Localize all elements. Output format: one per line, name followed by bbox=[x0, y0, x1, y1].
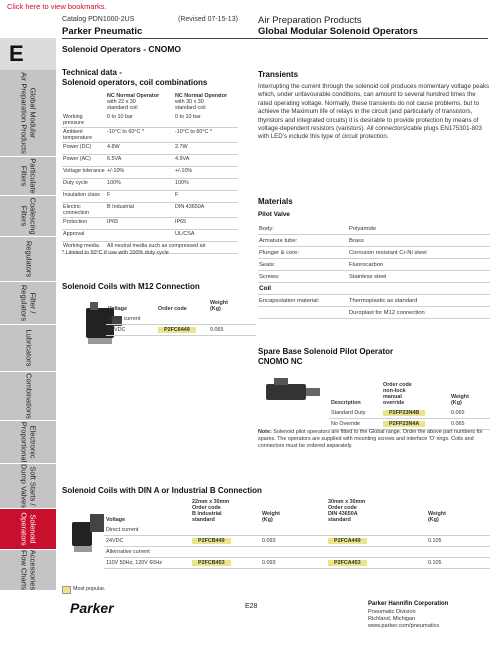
tab-label: Soft Starts / Dump Valves bbox=[20, 464, 38, 509]
spare-h-order: Order code non-lock manual override bbox=[383, 382, 412, 406]
table-row: Working media All neutral media such as compressed air bbox=[62, 242, 238, 254]
table-row: Working pressure 0 to 10 bar 0 to 10 bar bbox=[62, 113, 238, 128]
tab-combinations[interactable] bbox=[0, 372, 56, 421]
city: Richland, Michigan bbox=[368, 616, 416, 622]
tab-regulators[interactable] bbox=[0, 237, 56, 282]
tab-label: Accessories Flow Charts bbox=[20, 550, 38, 591]
tab-label: Coalescing Filters bbox=[20, 197, 38, 235]
materials-table bbox=[258, 223, 490, 319]
table-row: Voltage tolerance +/-10% +/-10% bbox=[62, 167, 238, 179]
tech-header-blank bbox=[62, 93, 106, 113]
din-h-w2: Weight (Kg) bbox=[428, 511, 446, 523]
din-title: Solenoid Coils with DIN A or Industrial B Connection bbox=[62, 486, 262, 495]
spare-title-line1: Spare Base Solenoid Pilot Operator bbox=[258, 347, 394, 356]
tech-header-col2: NC Normal Operator with 30 x 30 standard coil bbox=[175, 93, 228, 111]
m12-h-order: Order code bbox=[158, 306, 187, 312]
table-row: 110V 50Hz, 120V 60Hz P2FCB453 0.093 P2FCA453 0.105 bbox=[104, 558, 490, 569]
table-row: 24VDC P2FCB449 0.093 P2FCA449 0.105 bbox=[104, 536, 490, 547]
page-number: E28 bbox=[245, 603, 258, 610]
m12-table bbox=[106, 300, 256, 336]
tab-label: Electronic Proportional bbox=[20, 421, 38, 463]
din-h-c1: 22mm x 30mm Order code B Industrial standard bbox=[192, 499, 230, 523]
table-row: Alternative current bbox=[104, 547, 490, 558]
m12-h-voltage: Voltage bbox=[108, 306, 128, 312]
table-row: Body: Polyamide bbox=[258, 223, 490, 235]
spare-note: Note: Solenoid pilot operators are fitted to the Global range. Order the above part numbers for spares. The operators are supplied with mounting screws and interface 'O' rings. Coils and connectors must be ordered separately. bbox=[258, 429, 483, 450]
tab-label: Global Modular Air Preparation Products bbox=[20, 72, 38, 154]
spare-table bbox=[329, 382, 490, 430]
m12-title: Solenoid Coils with M12 Connection bbox=[62, 282, 200, 291]
header-rule bbox=[62, 38, 488, 39]
table-row: Standard Duty P2FP23N4B 0.065 bbox=[329, 408, 490, 419]
table-row: Screws: Stainless steel bbox=[258, 271, 490, 283]
parker-logo: Parker bbox=[70, 600, 114, 616]
din-table bbox=[104, 499, 490, 569]
table-row: Seals: Fluorocarbon bbox=[258, 259, 490, 271]
spare-title-line2: CNOMO NC bbox=[258, 357, 303, 366]
company-name: Parker Hannifin Corporation bbox=[368, 601, 449, 607]
tab-lubricators[interactable] bbox=[0, 325, 56, 372]
din-h-c2: 30mm x 30mm Order code DIN 43650A standard bbox=[328, 499, 366, 523]
tech-data-table bbox=[62, 93, 238, 254]
tab-global-modular[interactable] bbox=[0, 70, 56, 157]
section-line1: Air Preparation Products bbox=[258, 15, 362, 26]
table-row: Direct current bbox=[104, 525, 490, 536]
tab-label: Solenoid Operators bbox=[20, 512, 38, 546]
website-link[interactable]: www.parker.com/pneumatics bbox=[368, 623, 440, 629]
tab-particulate-filters[interactable] bbox=[0, 157, 56, 196]
table-row: Plunger & core: Corrosion resistant Cr-Ni steel bbox=[258, 247, 490, 259]
tab-label: Particulate Filters bbox=[20, 158, 38, 194]
table-row: Protection IP65 IP65 bbox=[62, 218, 238, 230]
tab-label: Lubricators bbox=[24, 329, 34, 367]
coil-heading-row: Coil bbox=[258, 283, 490, 295]
table-row: Direct current bbox=[106, 314, 256, 325]
catalog-number: Catalog PDN1000-2US bbox=[62, 16, 135, 23]
section-letter-tab bbox=[0, 38, 56, 70]
tab-solenoid-operators[interactable] bbox=[0, 509, 56, 550]
tab-electronic-proportional[interactable] bbox=[0, 421, 56, 464]
table-row: 24VDC P2FC6449 0.065 bbox=[106, 325, 256, 336]
popular-code: P2FP23N4A bbox=[383, 421, 425, 427]
brand-line: Parker Pneumatic bbox=[62, 26, 143, 37]
table-row: Armature tube: Brass bbox=[258, 235, 490, 247]
table-row: Ambient temperature -10°C to 60°C * -10°C to 60°C * bbox=[62, 128, 238, 143]
popular-swatch-icon bbox=[62, 586, 71, 594]
popular-code: P2FCB449 bbox=[192, 538, 231, 544]
table-row: Duroplast for M12 connection bbox=[258, 307, 490, 319]
tab-coalescing-filters[interactable] bbox=[0, 196, 56, 237]
table-row: Power (AC) 6.5VA 4.9VA bbox=[62, 155, 238, 167]
m12-h-weight: Weight (Kg) bbox=[210, 300, 228, 312]
popular-code: P2FCA449 bbox=[328, 538, 367, 544]
revision-date: (Revised 07-15-13) bbox=[178, 16, 238, 23]
popular-code: P2FCA453 bbox=[328, 560, 367, 566]
table-row: Encapsulation material: Thermoplastic as standard bbox=[258, 295, 490, 307]
tech-footnote: * Limited to 50°C if use with 100% duty cycle bbox=[62, 250, 169, 256]
table-row: Electric connection B Industrial DIN 43650A bbox=[62, 203, 238, 218]
spare-h-desc: Description bbox=[331, 400, 361, 406]
section-letter: E bbox=[9, 41, 24, 66]
tab-label: Filter / Regulators bbox=[20, 284, 38, 322]
spare-h-weight: Weight (Kg) bbox=[451, 394, 469, 406]
tab-filter-regulators[interactable] bbox=[0, 282, 56, 325]
tab-label: Regulators bbox=[24, 240, 34, 278]
table-row: No Override P2FP23N4A 0.065 bbox=[329, 419, 490, 430]
bookmarks-link[interactable]: Click here to view bookmarks. bbox=[7, 2, 107, 11]
tech-title-line1: Technical data - bbox=[62, 68, 122, 77]
tech-header-col1: NC Normal Operator with 22 x 30 standard coil bbox=[107, 93, 160, 111]
table-row: Insulation class F F bbox=[62, 191, 238, 203]
table-row: Duty cycle 100% 100% bbox=[62, 179, 238, 191]
transients-body: Interrupting the current through the solenoid coil produces momentary voltage peaks which, under unfavourable conditions, can amount to several hundred times the rated operating voltage. Normally, these transients do not cause problems, but to achieve the Maximum life of relays in the circuit (and particularly of transistors, thyristors and integrated circuits) it is desirable to provide protection by means of voltage-dependent resistors (varistors). All connectors/cable plugs EN175301-803 with LED's include this type of circuit protection. bbox=[258, 83, 490, 141]
section-line2: Global Modular Solenoid Operators bbox=[258, 26, 418, 37]
table-row: Approval UL/CSA bbox=[62, 230, 238, 242]
materials-title: Materials bbox=[258, 197, 293, 206]
spare-operator-image bbox=[262, 372, 324, 408]
popular-code: P2FC6449 bbox=[158, 327, 196, 333]
popular-code: P2FP23N4B bbox=[383, 410, 425, 416]
division-name: Pneumatic Division bbox=[368, 609, 416, 615]
din-h-voltage: Voltage bbox=[106, 517, 126, 523]
tab-accessories-flow-charts[interactable] bbox=[0, 550, 56, 591]
page-title: Solenoid Operators - CNOMO bbox=[62, 44, 182, 54]
din-h-w1: Weight (Kg) bbox=[262, 511, 280, 523]
tab-label: Combinations bbox=[24, 373, 34, 419]
table-row: Power (DC) 4.8W 2.7W bbox=[62, 143, 238, 155]
transients-title: Transients bbox=[258, 70, 299, 79]
popular-code: P2FCB453 bbox=[192, 560, 231, 566]
tab-soft-starts[interactable] bbox=[0, 464, 56, 509]
tech-title-line2: Solenoid operators, coil combinations bbox=[62, 78, 208, 87]
side-tabs bbox=[0, 38, 56, 591]
pilot-valve-heading: Pilot Valve bbox=[258, 211, 290, 218]
popular-legend: Most popular. bbox=[73, 586, 106, 592]
